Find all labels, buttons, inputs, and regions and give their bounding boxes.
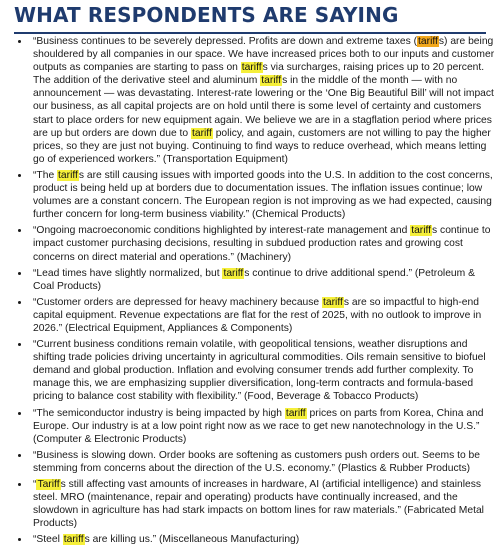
respondent-quote xyxy=(30,407,498,446)
respondent-quote xyxy=(30,478,498,530)
highlighted-term: tariff xyxy=(192,127,212,139)
quote-text: s still affecting vast amounts of increases in hardware, AI (artificial intelligence) and stainless steel. MRO (maintenance, repair and operating) products have continually increased, and the slowdown in agriculture has had stark impacts on bottom lines for raw materials.” (Fabricated Metal Products) xyxy=(33,479,484,530)
heading-underline xyxy=(14,32,486,34)
highlighted-term: tariff xyxy=(323,296,343,308)
quote-text: “Ongoing macroeconomic conditions highlighted by interest-rate management and xyxy=(33,225,411,237)
highlighted-term: tariff xyxy=(58,169,78,181)
quote-text: s in the middle of the month — with no announcement — was devastating. Interest-rate lowering or the ‘One Big Beautiful Bill’ will not impact our business, as all capital projects are on hold until there is some level of certainty and customers start to place orders for new equipment again. We believe we are in a stagflation period where prices are up but orders are down due to xyxy=(33,75,494,139)
respondent-quote xyxy=(30,449,498,475)
quote-text: “ xyxy=(33,479,37,490)
highlighted-term: Tariff xyxy=(37,479,60,490)
respondent-quote xyxy=(30,267,498,293)
respondent-quote xyxy=(30,169,498,221)
quote-text: “Lead times have slightly normalized, but xyxy=(33,267,223,279)
quote-text: s) are being shouldered by all companies in our space. We have increased prices both to our inputs and customer outputs as companies are starting to pass on xyxy=(33,36,495,74)
quote-text: s via surcharges, raising prices up to 20 percent. The addition of the derivative steel and aluminum xyxy=(33,62,485,87)
highlighted-term: tariff xyxy=(63,534,84,546)
quote-text: s are still causing issues with imported goods into the U.S. In addition to the cost concerns, product is being held up at borders due to documentation issues. The inflation issues continue; low volumes are a constant concern. The European region is not improving as we had expected, causing further concern for long-term business viability.” (Chemical Products) xyxy=(33,169,493,221)
quote-text: “Customer orders are depressed for heavy machinery because xyxy=(33,296,323,308)
quote-text: “The semiconductor industry is being impacted by high xyxy=(33,407,285,419)
highlighted-term: tariff xyxy=(241,62,262,74)
quote-text: “Steel xyxy=(33,534,63,546)
quote-text: s are killing us.” (Miscellaneous Manufacturing) xyxy=(84,534,300,546)
quote-text: “Business is slowing down. Order books are softening as customers push orders out. Seems to be stemming from concerns about the direction of the U.S. economy.” (Plastics & Rubber Products) xyxy=(33,449,480,474)
quote-text: s continue to drive additional spend.” (Petroleum & Coal Products) xyxy=(33,267,475,292)
section-heading: WHAT RESPONDENTS ARE SAYING xyxy=(14,3,399,27)
quote-text: “Current business conditions remain volatile, with geopolitical tensions, weather disruptions and shifting trade policies driving uncertainty in agricultural commodities. Oils remain sensitive to biofuel demand and global production. Inflation and evolving consumer trends add further complexity. To manage this, we are emphasizing supplier diversification, long-term contracts and formula-based pricing to balance cost stability with flexibility.” (Food, Beverage & Tobacco Products) xyxy=(33,339,486,403)
quote-text: policy, and again, customers are not willing to pay the higher prices, so they are just not buying. Continuing to find ways to reduce overhead, which means letting go of experienced workers.” (Transportation Equipment) xyxy=(33,127,491,165)
highlighted-term: tariff xyxy=(418,36,438,47)
highlighted-term: tariff xyxy=(261,75,282,87)
highlighted-term: tariff xyxy=(223,267,244,279)
highlighted-term: tariff xyxy=(285,407,306,419)
quote-text: “Business continues to be severely depressed. Profits are down and extreme taxes ( xyxy=(33,36,418,47)
respondent-quote xyxy=(30,296,498,335)
respondent-quote xyxy=(30,35,498,166)
quote-text: s are so impactful to high-end capital equipment. Revenue expectations are flat for the rest of 2025, with no outlook to improve in 2026.” (Electrical Equipment, Appliances & Components) xyxy=(33,296,482,334)
highlighted-term: tariff xyxy=(411,225,432,237)
respondent-quote xyxy=(30,224,498,263)
respondent-quote xyxy=(30,533,498,546)
quote-text: s continue to impact customer purchasing decisions, resulting in subdued production rates and growing cost concerns on direct material and operations.” (Machinery) xyxy=(33,225,491,263)
respondent-quote-list xyxy=(22,35,498,549)
quote-text: prices on parts from Korea, China and Europe. Our industry is at a low point right now as we race to get new nanotechnology in the U.S.” (Computer & Electronic Products) xyxy=(33,407,484,445)
quote-text: “The xyxy=(33,169,58,181)
respondent-quote xyxy=(30,338,498,403)
